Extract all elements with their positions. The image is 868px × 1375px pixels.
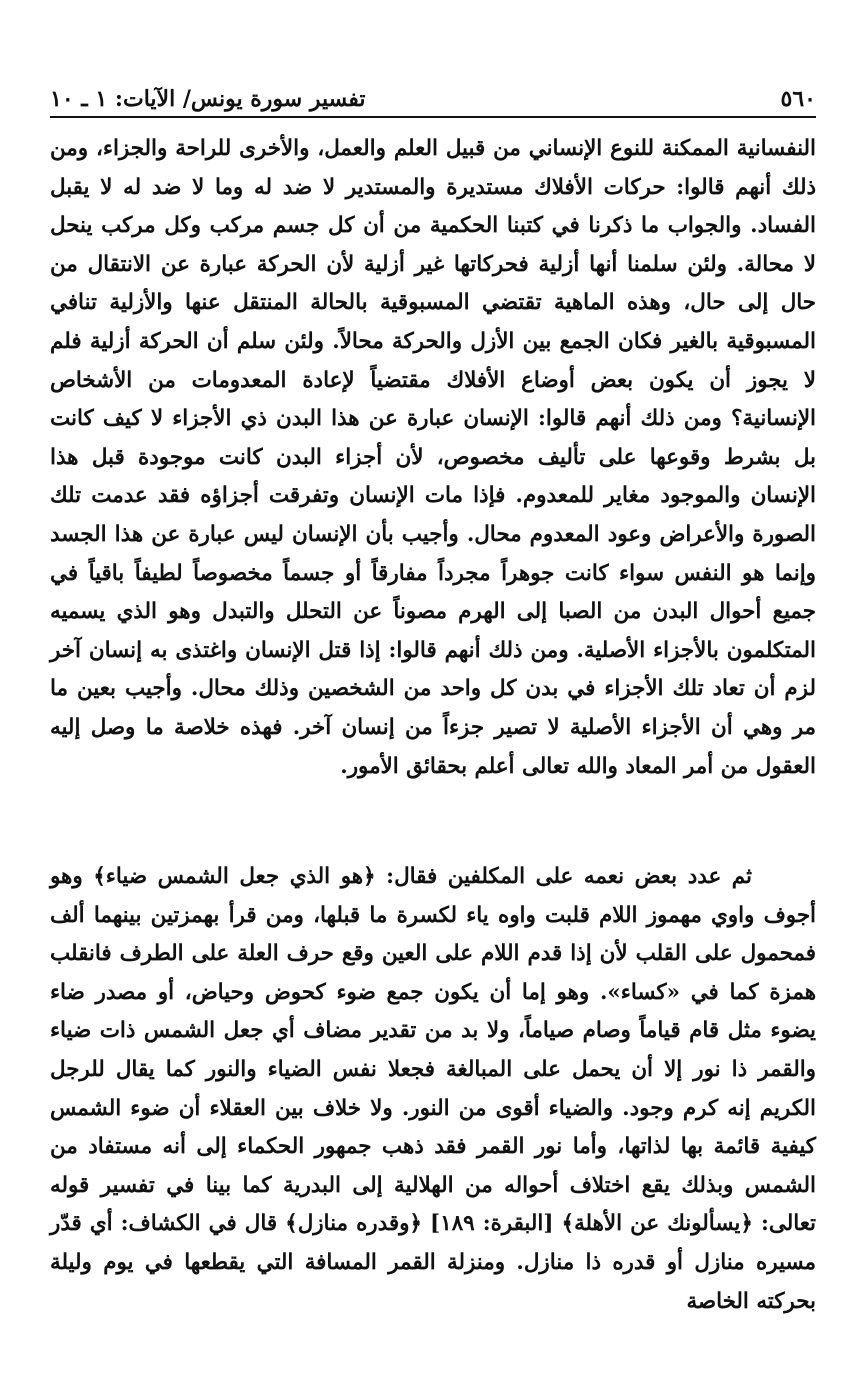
paragraph-resurrection-arguments: النفسانية الممكنة للنوع الإنساني من قبيل العلم والعمل، والأخرى للراحة والجزاء، ومن ذلك أنهم قالوا: حركات الأفلاك مستديرة والمستدير لا ضد له وما لا ضد له لا يقبل الفساد. والجواب ما ذكرنا في كتبنا الحكمية من أن كل جسم مركب وكل مركب ينحل لا محالة. ولئن سلمنا أنها أزلية فحركاتها غير أزلية لأن الحركة عبارة عن الانتقال من حال إلى حال، وهذه الماهية تقتضي المسبوقية بالحالة المنتقل عنها والأزلية تنافي المسبوقية بالغير فكان الجمع بين الأزل والحركة محالاً. ولئن سلم أن الحركة أزلية فلم لا يجوز أن يكون بعض أوضاع الأفلاك مقتضياً لإعادة المعدومات من الأشخاص الإنسانية؟ ومن ذلك أنهم قالوا: الإنسان عبارة عن هذا البدن ذي الأجزاء لا كيف كانت بل بشرط وقوعها على تأليف مخصوص، لأن أجزاء البدن كانت موجودة قبل هذا الإنسان والموجود مغاير للمعدوم. فإذا مات الإنسان وتفرقت أجزاؤه فقد عدمت تلك الصورة والأعراض وعود المعدوم محال. وأجيب بأن الإنسان ليس عبارة عن هذا الجسد وإنما هو النفس سواء كانت جوهراً مجرداً مفارقاً أو جسماً مخصوصاً لطيفاً باقياً في جميع أحوال البدن من الصبا إلى الهرم مصوناً عن التحلل والتبدل وهو الذي يسميه المتكلمون بالأجزاء الأصلية. ومن ذلك أنهم قالوا: إذا قتل الإنسان واغتذى به إنسان آخر لزم أن تعاد تلك الأجزاء في بدن كل واحد من الشخصين وذلك محال. وأجيب بعين ما مر وهي أن الأجزاء الأصلية لا تصير جزءاً من إنسان آخر. فهذه خلاصة ما وصل إليه العقول من أمر المعاد والله تعالى أعلم بحقائق الأمور. [50,136,816,779]
page-number: ٥٦٠ [780,86,816,112]
running-header [50,78,816,118]
paragraph-sun-moon-verse: ثم عدد بعض نعمه على المكلفين فقال: ﴿هو الذي جعل الشمس ضياء﴾ وهو أجوف واوي مهموز اللام قلبت واوه ياء لكسرة ما قبلها، ومن قرأ بهمزتين بينهما ألف فمحمول على القلب لأن إذا قدم اللام على العين وقع حرف العلة على الطرف فانقلب همزة كما في «كساء». وهو إما أن يكون جمع ضوء كحوض وحياض، أو مصدر ضاء يضوء مثل قام قياماً وصام صياماً، ولا بد من تقدير مضاف أي جعل الشمس ذات ضياء والقمر ذا نور إلا أن يحمل على المبالغة فجعلا نفس الضياء والنور كما يقال للرجل الكريم إنه كرم وجود. والضياء أقوى من النور. ولا خلاف بين العقلاء أن ضوء الشمس كيفية قائمة بها لذاتها، وأما نور القمر فقد ذهب جمهور الحكماء إلى أنه مستفاد من الشمس وبذلك يقع اختلاف أحواله من الهلالية إلى البدرية كما بينا في تفسير قوله تعالى: ﴿يسألونك عن الأهلة﴾ [البقرة: ١٨٩] ﴿وقدره منازل﴾ قال في الكشاف: أي قدّر مسيره منازل أو قدره ذا منازل. ومنزلة القمر المسافة التي يقطعها في يوم وليلة بحركته الخاصة [50,864,816,1314]
chapter-title: تفسير سورة يونس/ الآيات: ١ ـ ١٠ [50,86,366,112]
